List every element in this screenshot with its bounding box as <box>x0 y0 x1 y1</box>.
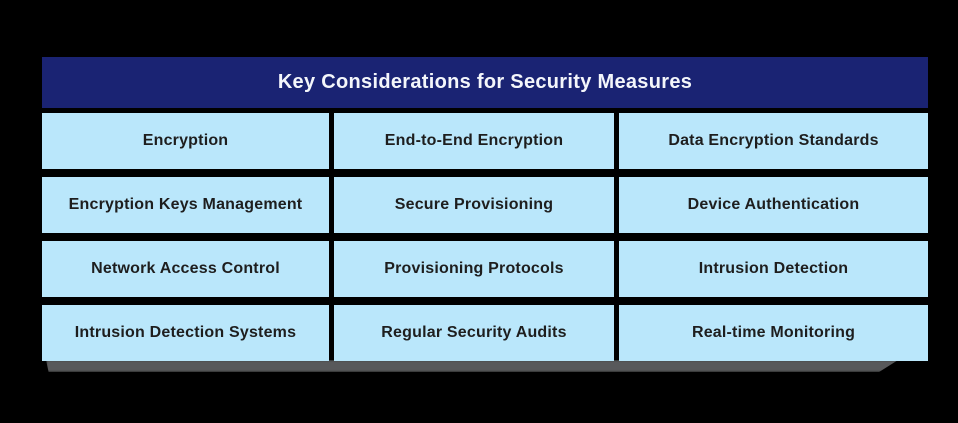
grid-cell <box>42 177 329 233</box>
grid-cell-label: Secure Provisioning <box>394 196 554 213</box>
table-grid <box>42 113 928 361</box>
grid-cell-label: Real-time Monitoring <box>691 324 856 341</box>
grid-cell-label: Regular Security Audits <box>381 324 567 341</box>
grid-cell <box>619 305 928 361</box>
grid-cell <box>619 177 928 233</box>
grid-cell <box>42 113 329 169</box>
table-header <box>42 57 928 108</box>
grid-cell <box>334 177 614 233</box>
grid-cell <box>334 305 614 361</box>
grid-cell <box>42 305 329 361</box>
grid-cell-label: End-to-End Encryption <box>384 132 564 149</box>
grid-cell <box>619 241 928 297</box>
grid-cell <box>42 241 329 297</box>
grid-cell-label: Encryption Keys Management <box>68 196 303 213</box>
table-title: Key Considerations for Security Measures <box>277 71 693 93</box>
grid-cell <box>334 241 614 297</box>
table-drop-shadow <box>46 360 912 372</box>
grid-cell <box>619 113 928 169</box>
security-measures-table <box>42 57 928 361</box>
grid-cell-label: Intrusion Detection <box>698 260 849 277</box>
grid-cell-label: Data Encryption Standards <box>668 132 879 149</box>
grid-cell-label: Encryption <box>142 132 229 149</box>
grid-cell-label: Provisioning Protocols <box>384 260 564 277</box>
grid-cell-label: Intrusion Detection Systems <box>74 324 297 341</box>
grid-cell-label: Network Access Control <box>91 260 280 277</box>
grid-cell <box>334 113 614 169</box>
grid-cell-label: Device Authentication <box>687 196 860 213</box>
